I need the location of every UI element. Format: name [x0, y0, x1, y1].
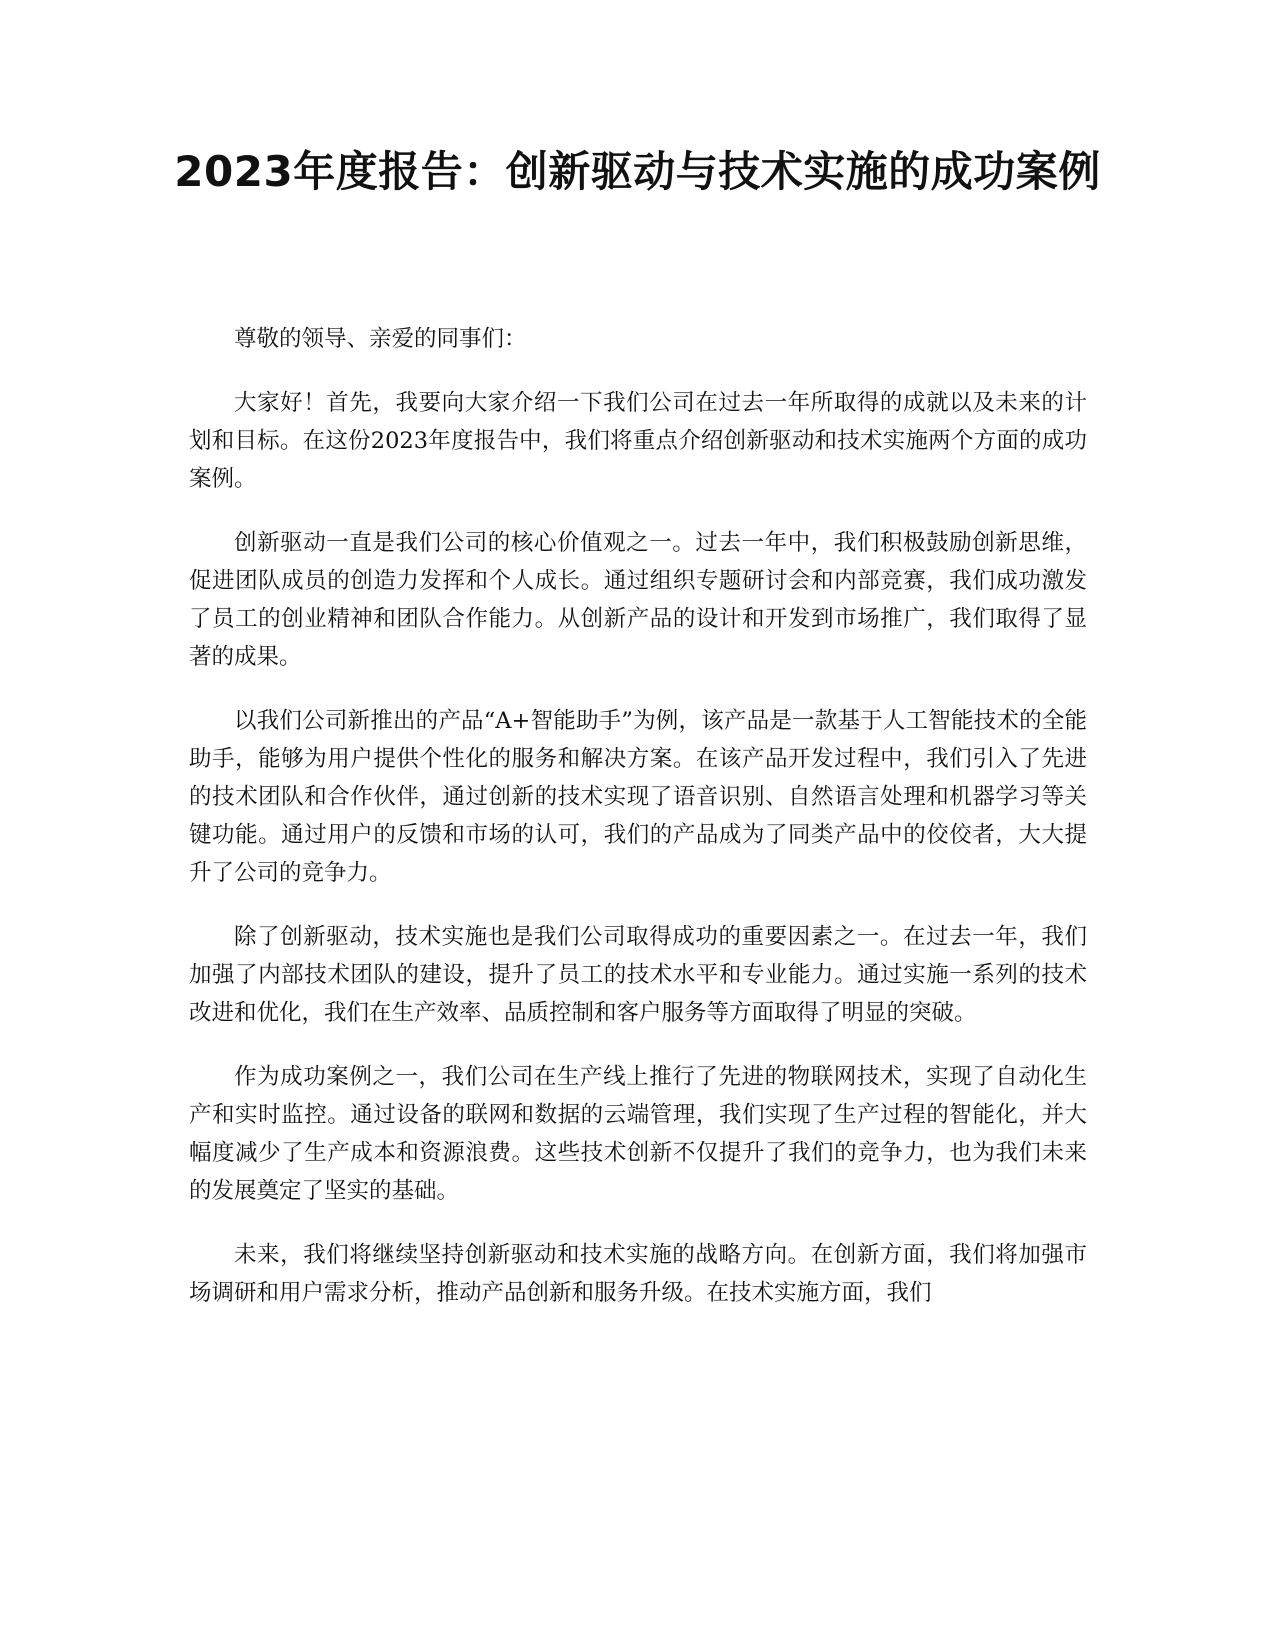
tech-implementation-paragraph: 除了创新驱动，技术实施也是我们公司取得成功的重要因素之一。在过去一年，我们加强了内部技术团队的建设，提升了员工的技术水平和专业能力。通过实施一系列的技术改进和优化，我们在生产效率、品质控制和客户服务等方面取得了明显的突破。 [189, 924, 1087, 1026]
product-case-paragraph: 以我们公司新推出的产品“A+智能助手”为例，该产品是一款基于人工智能技术的全能助手，能够为用户提供个性化的服务和解决方案。在该产品开发过程中，我们引入了先进的技术团队和合作伙伴，通过创新的技术实现了语音识别、自然语言处理和机器学习等关键功能。通过用户的反馈和市场的认可，我们的产品成为了同类产品中的佼佼者，大大提升了公司的竞争力。 [189, 708, 1087, 886]
innovation-paragraph: 创新驱动一直是我们公司的核心价值观之一。过去一年中，我们积极鼓励创新思维，促进团队成员的创造力发挥和个人成长。通过组织专题研讨会和内部竞赛，我们成功激发了员工的创业精神和团队合作能力。从创新产品的设计和开发到市场推广，我们取得了显著的成果。 [189, 530, 1087, 670]
salutation-paragraph: 尊敬的领导、亲爱的同事们： [234, 326, 527, 352]
intro-paragraph: 大家好！首先，我要向大家介绍一下我们公司在过去一年所取得的成就以及未来的计划和目标。在这份2023年度报告中，我们将重点介绍创新驱动和技术实施两个方面的成功案例。 [189, 390, 1087, 492]
document-title: 2023年度报告：创新驱动与技术实施的成功案例 [174, 147, 1101, 196]
document-body [189, 320, 1087, 1338]
iot-case-paragraph: 作为成功案例之一，我们公司在生产线上推行了先进的物联网技术，实现了自动化生产和实时监控。通过设备的联网和数据的云端管理，我们实现了生产过程的智能化，并大幅度减少了生产成本和资源浪费。这些技术创新不仅提升了我们的竞争力，也为我们未来的发展奠定了坚实的基础。 [189, 1064, 1087, 1204]
future-plan-paragraph: 未来，我们将继续坚持创新驱动和技术实施的战略方向。在创新方面，我们将加强市场调研和用户需求分析，推动产品创新和服务升级。在技术实施方面，我们 [189, 1242, 1087, 1306]
